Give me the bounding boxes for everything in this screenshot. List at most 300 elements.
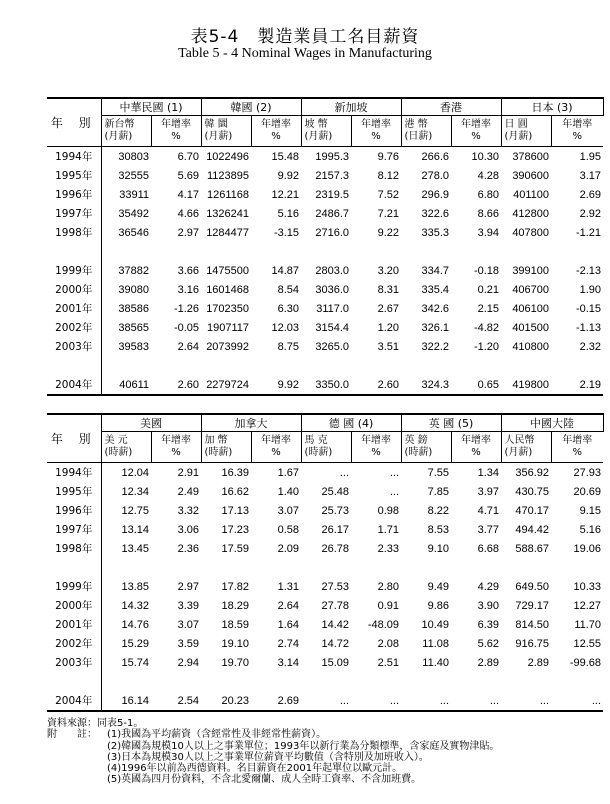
table-row [47, 520, 603, 539]
value-cell: 2803.0 [315, 264, 350, 277]
value-cell: 1.20 [377, 321, 400, 334]
value-cell: 27.93 [573, 466, 602, 479]
subheader-line: 年增率 [361, 435, 391, 446]
value-cell: 36546 [118, 226, 149, 239]
table-row [47, 261, 603, 280]
value-cell: 406100 [512, 302, 550, 315]
value-cell: 916.75 [515, 637, 550, 650]
value-cell: 4.71 [477, 504, 500, 517]
value-cell: ... [551, 691, 603, 711]
growth-rate-subheader [451, 116, 501, 147]
year-cell: 1997年 [47, 520, 101, 539]
value-cell: 0.21 [477, 283, 500, 296]
value-cell: 9.86 [427, 599, 450, 612]
value-cell: 2.60 [151, 375, 201, 395]
subheader-line: % [271, 447, 281, 458]
value-cell: ... [339, 466, 349, 479]
table-row [47, 596, 603, 615]
subheader-line: % [371, 447, 381, 458]
growth-rate-subheader [251, 432, 301, 463]
value-cell: 2.89 [527, 656, 550, 669]
year-cell: 2000年 [47, 280, 101, 299]
subheader-line: 年增率 [261, 435, 291, 446]
footnotes [47, 718, 607, 786]
value-cell: ... [501, 691, 551, 711]
table-row [47, 375, 603, 395]
year-cell: 2002年 [47, 318, 101, 337]
value-cell: 2.19 [551, 375, 603, 395]
currency-subheader [301, 116, 351, 147]
value-cell: 2.54 [151, 691, 201, 711]
year-cell: 1996年 [47, 501, 101, 520]
country-header: 中國大陸 [501, 414, 603, 432]
subheader-line: 年增率 [161, 435, 191, 446]
country-header: 德 國 (4) [301, 414, 401, 432]
value-cell: 3.66 [177, 264, 200, 277]
value-cell: 6.30 [277, 302, 300, 315]
value-cell: 2319.5 [315, 188, 350, 201]
value-cell: 3036.0 [315, 283, 350, 296]
table-row [47, 166, 603, 185]
value-cell: 1475500 [206, 264, 250, 277]
table-row [47, 185, 603, 204]
subheader-line: (時薪) [204, 447, 233, 458]
year-cell: 1995年 [47, 482, 101, 501]
value-cell: 19.70 [221, 656, 249, 669]
value-cell: 2.97 [177, 226, 200, 239]
subheader-line: 年增率 [261, 119, 292, 130]
value-cell: 1022496 [206, 150, 250, 163]
subheader-line: 英 鎊 [404, 435, 428, 446]
value-cell: 2.74 [277, 637, 299, 650]
subheader-line: 馬 克 [304, 435, 328, 446]
value-cell: 326.1 [421, 321, 450, 334]
notes-label: 附 註： [47, 729, 97, 741]
value-cell: 6.39 [477, 618, 500, 631]
value-cell: 15.09 [321, 656, 349, 669]
table-row [47, 299, 603, 318]
value-cell: 406700 [512, 283, 550, 296]
value-cell: 814.50 [515, 618, 550, 631]
value-cell: 1.34 [477, 466, 500, 479]
value-cell: -0.18 [473, 264, 500, 277]
value-cell: 1601468 [206, 283, 250, 296]
growth-rate-subheader [451, 432, 501, 463]
value-cell: 14.72 [321, 637, 349, 650]
table-title-zh: 表5-4 製造業員工名目薪資 [190, 27, 420, 47]
value-cell: 17.59 [221, 542, 249, 555]
value-cell: 3.59 [177, 637, 199, 650]
table-row [47, 539, 603, 558]
currency-subheader [201, 432, 251, 463]
value-cell: 2.51 [377, 656, 400, 669]
value-cell: 3.39 [177, 599, 199, 612]
value-cell: 3.14 [277, 656, 299, 669]
table-row [47, 147, 603, 167]
subheader-line: 新台幣 [104, 119, 135, 130]
country-header: 日本 (3) [501, 98, 603, 116]
value-cell: 2.36 [177, 542, 199, 555]
value-cell: -0.15 [575, 302, 602, 315]
value-cell: 494.42 [515, 523, 550, 536]
value-cell: 8.66 [477, 207, 500, 220]
value-cell: 1261168 [207, 188, 250, 201]
value-cell: 2.91 [177, 466, 199, 479]
subheader-line: (月薪) [504, 131, 533, 142]
value-cell: 1995.3 [315, 150, 350, 163]
value-cell: 3350.0 [301, 375, 351, 395]
value-cell: 20.69 [573, 485, 602, 498]
value-cell: 407800 [512, 226, 550, 239]
value-cell: 1326241 [206, 207, 250, 220]
subheader-line: 港 幣 [404, 119, 428, 130]
value-cell: 3117.0 [316, 302, 350, 315]
subheader-line: % [271, 131, 281, 142]
value-cell: 1.40 [277, 485, 299, 498]
value-cell: 588.67 [515, 542, 550, 555]
value-cell: 11.40 [422, 656, 450, 669]
year-column-header: 年 別 [47, 98, 101, 147]
value-cell: 5.69 [177, 169, 200, 182]
value-cell: 324.3 [401, 375, 451, 395]
subheader-line: (時薪) [304, 447, 333, 458]
value-cell: 6.80 [477, 188, 500, 201]
value-cell: 26.17 [321, 523, 349, 536]
year-cell: 2002年 [47, 634, 101, 653]
year-cell: 2001年 [47, 615, 101, 634]
value-cell: 18.29 [221, 599, 249, 612]
value-cell: 0.98 [377, 504, 400, 517]
country-header: 美國 [101, 414, 201, 432]
value-cell: 8.22 [427, 504, 450, 517]
value-cell: 3.77 [477, 523, 500, 536]
value-cell: 401500 [512, 321, 550, 334]
growth-rate-subheader [351, 432, 401, 463]
value-cell: 335.3 [421, 226, 450, 239]
subheader-line: % [471, 131, 481, 142]
note-item: (2)韓國為規模10人以上之事業單位；1993年以新行業為分類標準，含家庭及實物津貼。 [107, 740, 500, 752]
value-cell: 9.49 [427, 580, 450, 593]
value-cell: 3.06 [177, 523, 199, 536]
value-cell: 3.94 [477, 226, 500, 239]
value-cell: 16.39 [221, 466, 249, 479]
value-cell: 2.15 [477, 302, 500, 315]
value-cell: -48.09 [367, 618, 400, 631]
value-cell: 12.27 [573, 599, 602, 612]
value-cell: ... [401, 691, 451, 711]
table-row [47, 463, 603, 483]
value-cell: 3.90 [477, 599, 500, 612]
value-cell: 1.67 [277, 466, 299, 479]
value-cell: 14.42 [321, 618, 349, 631]
value-cell: 2.80 [377, 580, 400, 593]
value-cell: 27.53 [321, 580, 349, 593]
subheader-line: % [171, 447, 181, 458]
value-cell: 14.32 [121, 599, 149, 612]
value-cell: 378600 [512, 150, 550, 163]
value-cell: 13.14 [121, 523, 149, 536]
value-cell: 9.76 [377, 150, 400, 163]
value-cell: 40611 [101, 375, 151, 395]
subheader-line: % [171, 131, 181, 142]
subheader-line: (月薪) [304, 131, 333, 142]
subheader-line: (月薪) [104, 131, 133, 142]
subheader-line: 美 元 [104, 435, 128, 446]
value-cell: 322.2 [421, 340, 450, 353]
subheader-line: 坡 幣 [304, 119, 328, 130]
value-cell: 1.31 [277, 580, 299, 593]
value-cell: 2157.3 [315, 169, 350, 182]
value-cell: 17.23 [221, 523, 249, 536]
country-header: 英 國 (5) [401, 414, 501, 432]
value-cell: ... [351, 691, 401, 711]
currency-subheader [401, 432, 451, 463]
currency-subheader [501, 116, 551, 147]
value-cell: 296.9 [421, 188, 450, 201]
currency-subheader [201, 116, 251, 147]
subheader-line: % [371, 131, 381, 142]
growth-rate-subheader [251, 116, 301, 147]
value-cell: 15.29 [121, 637, 149, 650]
value-cell: 12.21 [271, 188, 300, 201]
value-cell: -0.05 [173, 321, 200, 334]
value-cell: 342.6 [421, 302, 450, 315]
value-cell: 1907117 [207, 321, 250, 334]
value-cell: 14.87 [271, 264, 300, 277]
subheader-line: (時薪) [404, 447, 433, 458]
value-cell: 2.64 [177, 340, 200, 353]
year-cell: 1999年 [47, 261, 101, 280]
currency-subheader [301, 432, 351, 463]
table-row [47, 577, 603, 596]
value-cell: 27.78 [321, 599, 349, 612]
table-title-en: Table 5 - 4 Nominal Wages in Manufacturing [178, 46, 432, 61]
year-cell: 2003年 [47, 337, 101, 356]
subheader-line: 年增率 [461, 119, 492, 130]
value-cell: 649.50 [515, 580, 550, 593]
value-cell: 4.29 [477, 580, 500, 593]
value-cell: 39080 [118, 283, 149, 296]
value-cell: 9.92 [277, 169, 300, 182]
spacer-row [47, 356, 603, 375]
subheader-line: (時薪) [104, 447, 133, 458]
value-cell: 3.97 [477, 485, 500, 498]
year-cell: 1999年 [47, 577, 101, 596]
value-cell: 419800 [501, 375, 551, 395]
subheader-line: 韓 圜 [204, 119, 228, 130]
value-cell: 33911 [119, 188, 149, 201]
value-cell: -2.13 [575, 264, 602, 277]
growth-rate-subheader [551, 116, 603, 147]
value-cell: 356.92 [515, 466, 550, 479]
value-cell: ... [301, 691, 351, 711]
table-row [47, 204, 603, 223]
value-cell: 5.62 [477, 637, 500, 650]
table-row [47, 482, 603, 501]
value-cell: 14.76 [121, 618, 149, 631]
currency-subheader [101, 432, 151, 463]
value-cell: 15.48 [271, 150, 300, 163]
year-cell: 1998年 [47, 223, 101, 242]
value-cell: 30803 [118, 150, 149, 163]
value-cell: 19.06 [573, 542, 602, 555]
value-cell: 3265.0 [315, 340, 350, 353]
value-cell: 17.13 [221, 504, 249, 517]
value-cell: 17.82 [221, 580, 249, 593]
value-cell: -1.13 [575, 321, 602, 334]
value-cell: 12.03 [271, 321, 300, 334]
value-cell: 12.75 [121, 504, 149, 517]
value-cell: 278.0 [421, 169, 450, 182]
table-row [47, 318, 603, 337]
value-cell: 9.92 [251, 375, 301, 395]
value-cell: 1284477 [206, 226, 250, 239]
value-cell: 20.23 [201, 691, 251, 711]
value-cell: 2.67 [377, 302, 400, 315]
subheader-line: (日薪) [404, 131, 433, 142]
value-cell: 10.33 [573, 580, 602, 593]
value-cell: 390600 [512, 169, 550, 182]
value-cell: 12.55 [573, 637, 602, 650]
year-cell: 2003年 [47, 653, 101, 672]
table-row [47, 280, 603, 299]
value-cell: 0.58 [277, 523, 299, 536]
year-cell: 1994年 [47, 463, 101, 483]
subheader-line: 人民幣 [504, 435, 535, 446]
spacer-row [47, 242, 603, 261]
value-cell: 2.89 [477, 656, 500, 669]
country-header: 新加坡 [301, 98, 401, 116]
value-cell: 0.65 [451, 375, 501, 395]
value-cell: 25.73 [321, 504, 349, 517]
value-cell: 410800 [512, 340, 550, 353]
value-cell: 2.32 [579, 340, 602, 353]
value-cell: 2486.7 [315, 207, 350, 220]
value-cell: 16.62 [221, 485, 249, 498]
value-cell: 2279724 [201, 375, 251, 395]
currency-subheader [101, 116, 151, 147]
year-cell: 2004年 [47, 375, 101, 395]
value-cell: 3154.4 [315, 321, 350, 334]
value-cell: 1123895 [207, 169, 250, 182]
value-cell: 11.70 [574, 618, 602, 631]
value-cell: 13.45 [121, 542, 149, 555]
value-cell: 2.92 [579, 207, 602, 220]
value-cell: 26.78 [321, 542, 349, 555]
value-cell: 15.74 [121, 656, 149, 669]
value-cell: 9.10 [427, 542, 450, 555]
subheader-line: % [471, 447, 481, 458]
note-item: (5)英國為四月份資料，不含北愛爾蘭、成人全時工資率、不含加班費。 [107, 774, 422, 786]
value-cell: 2.94 [177, 656, 199, 669]
wages-table-west [47, 413, 604, 712]
value-cell: 2.09 [277, 542, 299, 555]
subheader-line: 加 幣 [204, 435, 228, 446]
value-cell: 6.68 [477, 542, 500, 555]
value-cell: 4.28 [477, 169, 500, 182]
table-row [47, 501, 603, 520]
value-cell: 3.16 [177, 283, 200, 296]
value-cell: 3.51 [377, 340, 400, 353]
value-cell: 4.17 [177, 188, 200, 201]
value-cell: 8.31 [377, 283, 400, 296]
value-cell: 38586 [118, 302, 149, 315]
value-cell: 3.17 [579, 169, 602, 182]
value-cell: 32555 [118, 169, 149, 182]
table-row [47, 615, 603, 634]
value-cell: 25.48 [321, 485, 349, 498]
subheader-line: % [572, 447, 583, 458]
value-cell: 38565 [118, 321, 149, 334]
value-cell: -1.21 [575, 226, 602, 239]
value-cell: 2.60 [351, 375, 401, 395]
growth-rate-subheader [551, 432, 603, 463]
note-item: (4)1996年以前為西德資料。名目薪資在2001年起單位以歐元計。 [107, 763, 403, 775]
value-cell: 3.20 [377, 264, 400, 277]
subheader-line: % [572, 131, 583, 142]
value-cell: 19.10 [221, 637, 249, 650]
value-cell: 12.04 [121, 466, 149, 479]
year-cell: 1996年 [47, 185, 101, 204]
currency-subheader [401, 116, 451, 147]
value-cell: 401100 [513, 188, 550, 201]
year-cell: 1995年 [47, 166, 101, 185]
growth-rate-subheader [151, 116, 201, 147]
year-column-header: 年 別 [47, 414, 101, 463]
value-cell: 430.75 [515, 485, 550, 498]
value-cell: 7.52 [377, 188, 400, 201]
value-cell: 1.64 [277, 618, 299, 631]
value-cell: 9.15 [579, 504, 602, 517]
spacer-row [47, 672, 603, 691]
value-cell: 1.95 [579, 150, 602, 163]
value-cell: 3.32 [177, 504, 199, 517]
value-cell: 1.90 [579, 283, 602, 296]
value-cell: -1.20 [473, 340, 500, 353]
value-cell: 2.64 [277, 599, 299, 612]
value-cell: 5.16 [579, 523, 602, 536]
value-cell: 2.49 [177, 485, 199, 498]
note-item: (3)日本為規模30人以上之事業單位薪資平均數值（含特別及加班收入）。 [107, 751, 429, 763]
subheader-line: 年增率 [361, 119, 392, 130]
source-note: 資料來源：同表5-1。 [47, 718, 144, 729]
subheader-line: 日 圓 [504, 119, 528, 130]
spacer-row [47, 558, 603, 577]
currency-subheader [501, 432, 551, 463]
value-cell: 2.33 [377, 542, 400, 555]
value-cell: 2716.0 [315, 226, 350, 239]
growth-rate-subheader [151, 432, 201, 463]
value-cell: 3.07 [177, 618, 199, 631]
value-cell: 12.34 [121, 485, 149, 498]
value-cell: 470.17 [515, 504, 550, 517]
value-cell: 0.91 [377, 599, 400, 612]
value-cell: -99.68 [569, 656, 602, 669]
value-cell: ... [389, 466, 400, 479]
value-cell: 7.21 [377, 207, 400, 220]
year-cell: 2000年 [47, 596, 101, 615]
country-header: 中華民國 (1) [101, 98, 201, 116]
value-cell: 7.55 [427, 466, 450, 479]
subheader-line: 年增率 [461, 435, 492, 446]
value-cell: 35492 [118, 207, 149, 220]
value-cell: 4.66 [177, 207, 200, 220]
value-cell: 399100 [512, 264, 550, 277]
value-cell: 8.12 [377, 169, 400, 182]
value-cell: 10.30 [471, 150, 500, 163]
value-cell: 6.70 [177, 150, 200, 163]
table-row [47, 337, 603, 356]
